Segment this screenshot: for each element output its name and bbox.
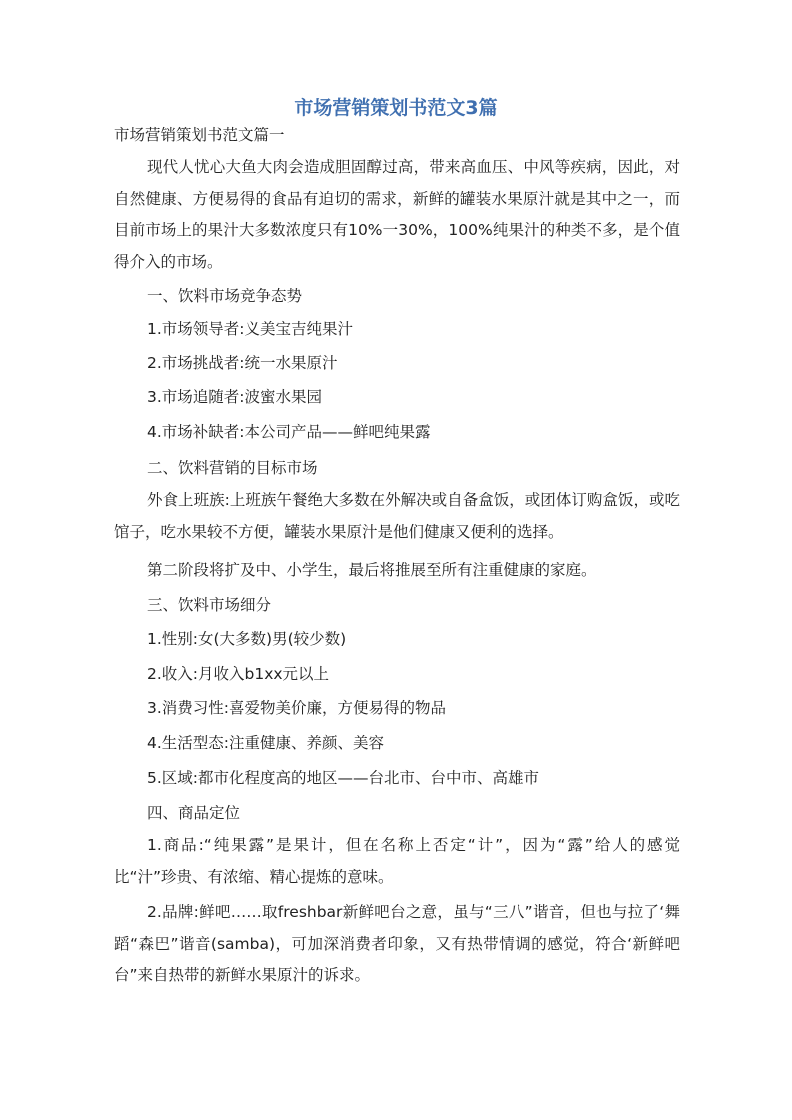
intro-paragraph: 现代人忧心大鱼大肉会造成胆固醇过高，带来高血压、中风等疾病，因此，对自然健康、方便易得的食品有迫切的需求，新鲜的罐装水果原汁就是其中之一，而目前市场上的果汁大多数浓度只有10%一30%，100%纯果汁的种类不多，是个值得介入的市场。 — [114, 158, 680, 271]
section-heading-1: 一、饮料市场竞争态势 — [147, 287, 303, 305]
document-subtitle: 市场营销策划书范文篇一 — [114, 126, 285, 144]
paragraph: 2.品牌:鲜吧……取freshbar新鲜吧台之意，虽与“三八”谐音，但也与拉了‘舞蹈“森巴”谐音(samba)，可加深消费者印象，又有热带情调的感觉，符合‘新鲜吧台”来自热带的新鲜水果原汁的诉求。 — [114, 903, 680, 984]
paragraph: 第二阶段将扩及中、小学生，最后将推展至所有注重健康的家庭。 — [147, 561, 597, 579]
list-item: 2.市场挑战者:统一水果原汁 — [147, 354, 338, 372]
section-heading-2: 二、饮料营销的目标市场 — [147, 459, 318, 477]
document-title: 市场营销策划书范文3篇 — [294, 97, 498, 119]
list-item: 1.市场领导者:义美宝吉纯果汁 — [147, 320, 354, 338]
list-item: 3.市场追随者:波蜜水果园 — [147, 388, 323, 406]
section-heading-3: 三、饮料市场细分 — [147, 596, 272, 614]
section-heading-4: 四、商品定位 — [147, 804, 241, 822]
list-item: 2.收入:月收入b1xx元以上 — [147, 665, 330, 683]
paragraph: 外食上班族:上班族午餐绝大多数在外解决或自备盒饭，或团体订购盒饭，或吃馆子，吃水果较不方便，罐装水果原汁是他们健康又便利的选择。 — [114, 491, 680, 541]
list-item: 4.市场补缺者:本公司产品——鲜吧纯果露 — [147, 423, 431, 441]
list-item: 5.区域:都市化程度高的地区——台北市、台中市、高雄市 — [147, 769, 540, 787]
paragraph: 1.商品:“纯果露”是果计，但在名称上否定“计”，因为“露”给人的感觉比“汁”珍贵、有浓缩、精心提炼的意味。 — [114, 836, 680, 886]
list-item: 1.性别:女(大多数)男(较少数) — [147, 630, 347, 648]
list-item: 4.生活型态:注重健康、养颜、美容 — [147, 734, 385, 752]
list-item: 3.消费习性:喜爱物美价廉，方便易得的物品 — [147, 699, 447, 717]
